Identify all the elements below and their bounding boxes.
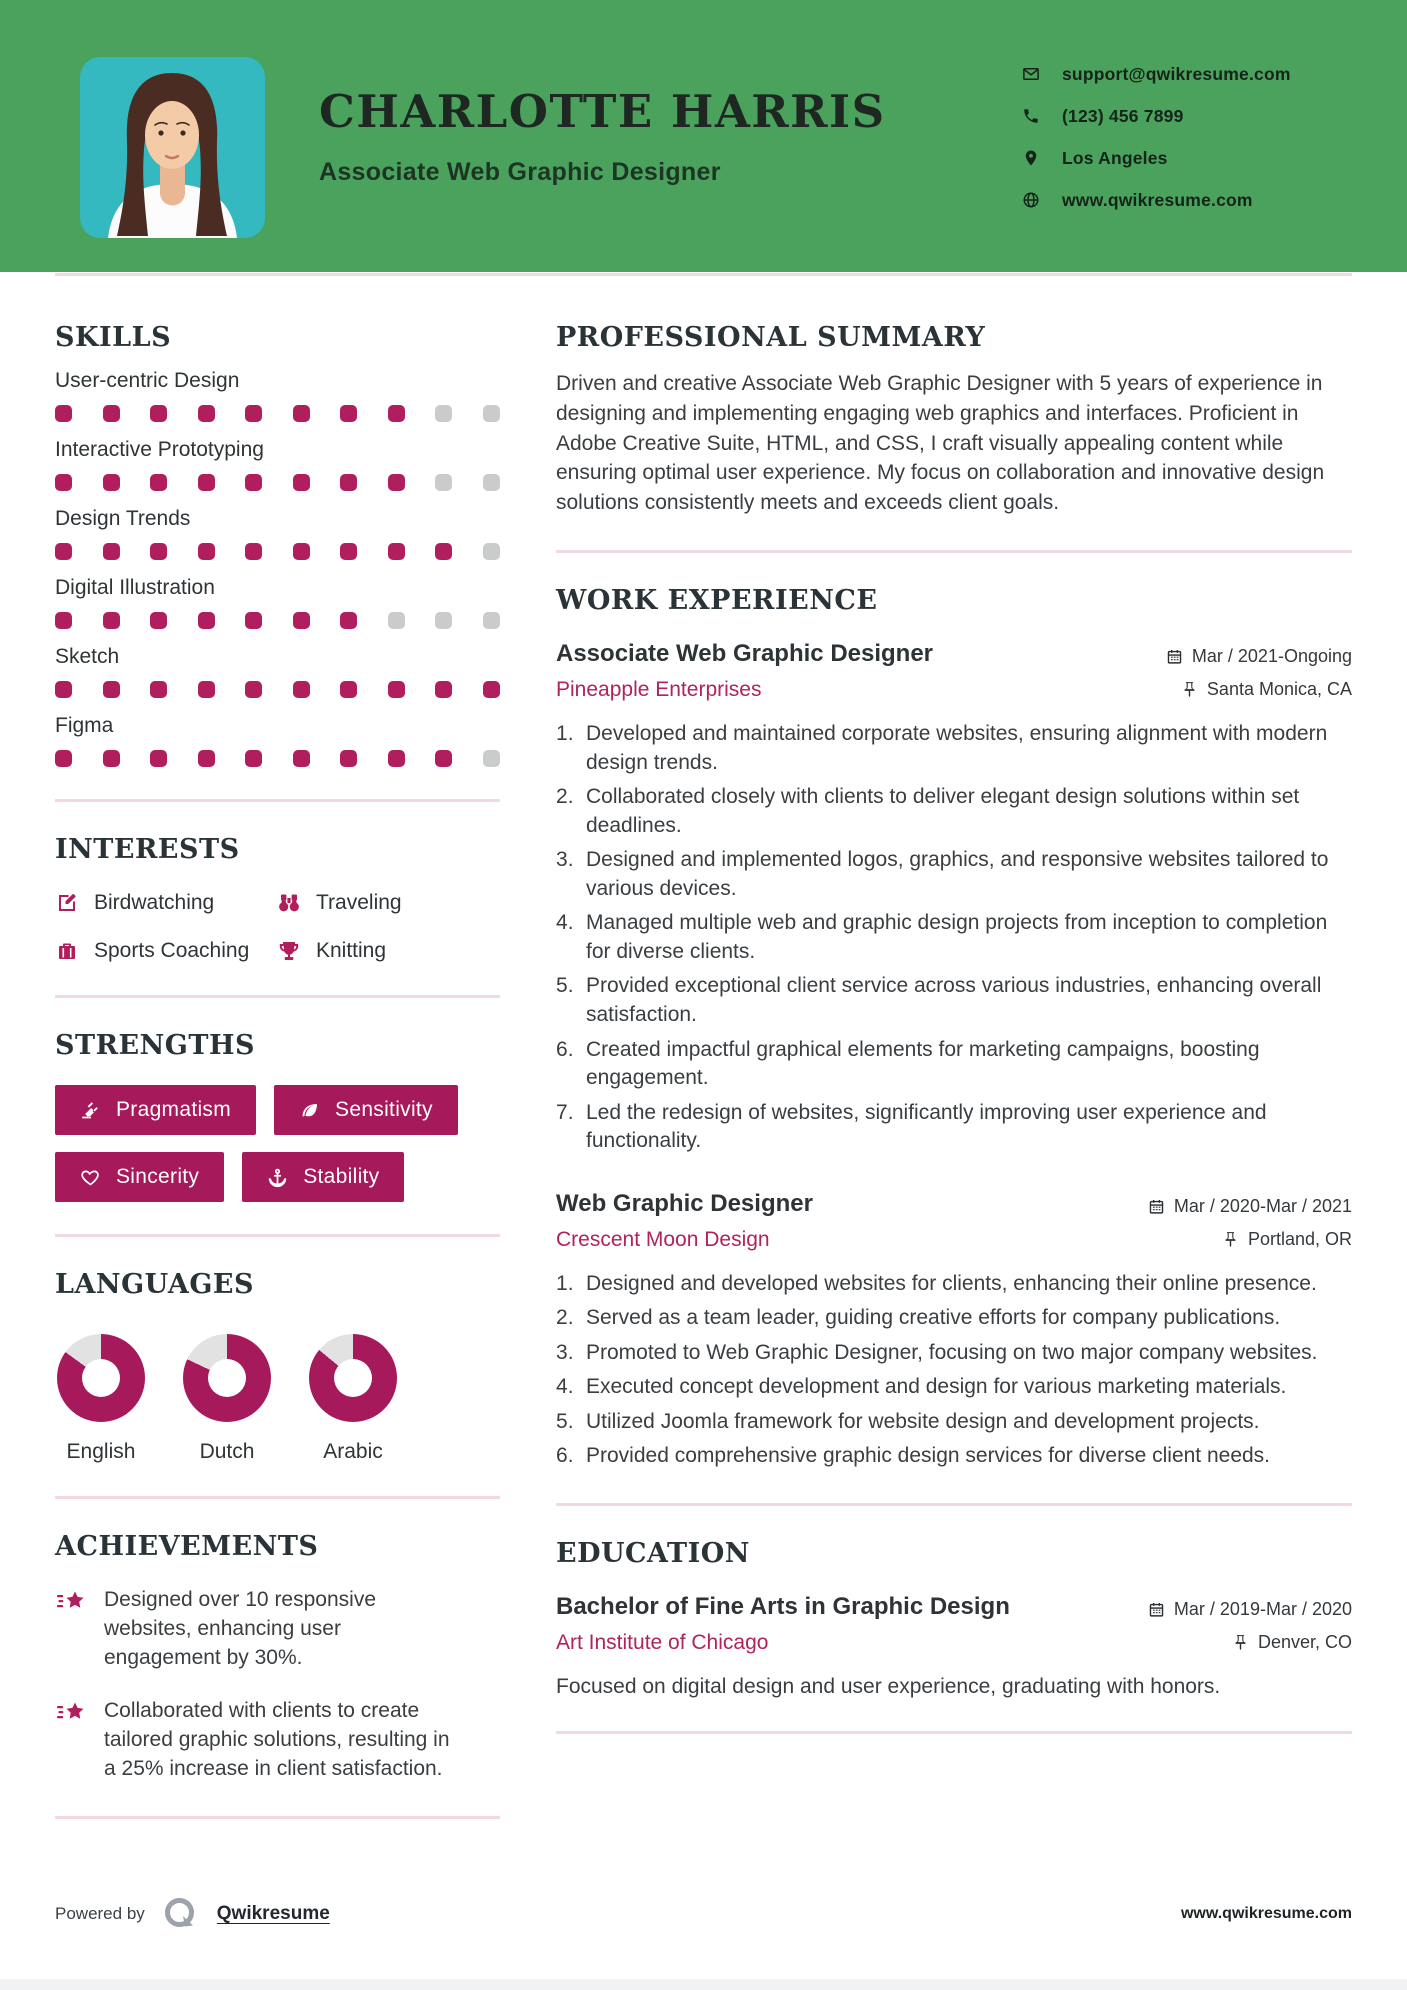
language-item [307, 1334, 399, 1464]
skill-label: Sketch [55, 645, 120, 668]
skill-item [55, 438, 500, 491]
skill-label: Figma [55, 714, 114, 737]
strength-badge [242, 1152, 404, 1202]
skill-dot-filled [483, 681, 500, 698]
skill-dot-filled [293, 612, 310, 629]
page-footer [55, 1894, 1352, 1934]
strengths-badges [55, 1085, 500, 1202]
interest-label: Knitting [316, 939, 387, 962]
leaf-icon [299, 1100, 320, 1121]
job-location-text: Portland, OR [1247, 1228, 1352, 1249]
section-divider [55, 995, 500, 998]
interest-item [277, 939, 500, 963]
language-label: Dutch [199, 1440, 255, 1463]
job-dates [1166, 640, 1352, 673]
strength-label: Stability [303, 1165, 380, 1188]
job-dates-text: Mar / 2020-Mar / 2021 [1173, 1195, 1352, 1216]
education-description: Focused on digital design and user experience, graduating with honors. [556, 1675, 1221, 1698]
section-divider [55, 799, 500, 802]
skill-dot-filled [340, 543, 357, 560]
language-donut-chart [57, 1334, 145, 1422]
skill-dot-filled [103, 474, 120, 491]
skill-dot-filled [340, 405, 357, 422]
skill-dot-filled [103, 681, 120, 698]
language-label: Arabic [323, 1440, 383, 1463]
skill-dot-filled [435, 543, 452, 560]
job-bullet: Served as a team leader, guiding creative efforts for company publications. [586, 1306, 1281, 1330]
skill-dot-filled [388, 474, 405, 491]
skill-dot-filled [388, 681, 405, 698]
language-label: English [66, 1440, 136, 1463]
achievement-item [55, 1697, 500, 1784]
skill-dot-filled [150, 612, 167, 629]
education-location: Denver, CO [1148, 1626, 1352, 1659]
job-location [1166, 673, 1352, 706]
skill-dot-filled [198, 750, 215, 767]
interest-label: Birdwatching [94, 891, 215, 914]
job-dates-text: Mar / 2021-Ongoing [1191, 646, 1352, 667]
page-bottom-strip [0, 1979, 1407, 1990]
shooting-star-icon [55, 1699, 87, 1729]
education-entry-left [556, 1593, 1010, 1655]
section-divider [556, 1503, 1352, 1506]
skill-dot-filled [293, 405, 310, 422]
skill-dot-filled [245, 474, 262, 491]
skill-item [55, 369, 500, 422]
job-location-text: Santa Monica, CA [1206, 679, 1352, 700]
achievement-text: Collaborated with clients to create tailored graphic solutions, resulting in a 25% increase in client satisfaction. [104, 1698, 450, 1780]
strengths-heading: STRENGTHS [55, 1030, 255, 1061]
summary-heading: PROFESSIONAL SUMMARY [556, 322, 986, 353]
strength-badge [55, 1152, 224, 1202]
contact-row [1022, 95, 1352, 137]
job-entry [556, 640, 1352, 1156]
skill-dot-filled [198, 543, 215, 560]
job-bullet: Developed and maintained corporate websites, ensuring alignment with modern design trends. [586, 722, 1328, 774]
skill-dot-empty [483, 612, 500, 629]
contact-row [1022, 137, 1352, 179]
job-bullet: Collaborated closely with clients to deliver elegant design solutions within set deadlines. [586, 785, 1300, 837]
skill-dot-filled [388, 405, 405, 422]
skill-dot-filled [245, 612, 262, 629]
achievement-text: Designed over 10 responsive websites, enhancing user engagement by 30%. [104, 1588, 376, 1669]
job-dates [1148, 1190, 1352, 1223]
envelope-icon [1022, 65, 1040, 83]
skill-dot-filled [340, 474, 357, 491]
strength-badge [274, 1085, 458, 1135]
gavel-icon [80, 1100, 101, 1121]
skill-dot-filled [340, 612, 357, 629]
skill-item [55, 645, 500, 698]
interest-label: Traveling [316, 891, 402, 914]
jobs-list [556, 640, 1352, 1471]
skill-dot-filled [150, 543, 167, 560]
summary-text: Driven and creative Associate Web Graphic Designer with 5 years of experience in designing and implementing engaging web graphics and interfaces. Proficient in Adobe Creative Suite, HTML, and CSS, I craft visually appealing content while ensuring optimal user experience. My focus on collaboration and innovative design solutions consistently meets and exceeds client goals. [556, 372, 1325, 515]
skill-level-dots [55, 681, 500, 698]
job-bullet: Designed and developed websites for clients, enhancing their online presence. [586, 1271, 1317, 1295]
skills-heading: SKILLS [55, 322, 172, 353]
page-title: CHARLOTTE HARRIS [319, 85, 886, 138]
skill-dot-filled [103, 543, 120, 560]
language-item [181, 1334, 273, 1464]
job-bullet: Managed multiple web and graphic design projects from inception to completion for diverse clients. [586, 911, 1328, 963]
pin-icon [1022, 149, 1040, 167]
skill-dot-filled [388, 750, 405, 767]
skill-dot-filled [198, 405, 215, 422]
skill-dot-filled [55, 681, 72, 698]
skill-label: Design Trends [55, 507, 191, 530]
pushpin-icon [1222, 1231, 1239, 1248]
skill-dot-filled [245, 750, 262, 767]
skill-dot-empty [483, 543, 500, 560]
skill-dot-filled [435, 750, 452, 767]
interests-heading: INTERESTS [55, 834, 240, 865]
skill-dot-filled [293, 750, 310, 767]
phone-icon [1022, 107, 1040, 125]
skill-dot-filled [150, 405, 167, 422]
skill-dot-filled [340, 750, 357, 767]
skills-list [55, 369, 500, 767]
language-donut-chart [309, 1334, 397, 1422]
skill-dot-filled [150, 750, 167, 767]
left-column [55, 276, 500, 1851]
job-header [556, 640, 1352, 706]
pushpin-icon [1232, 1634, 1249, 1651]
skill-dot-filled [435, 681, 452, 698]
pushpin-icon [1181, 681, 1198, 698]
skill-dot-empty [388, 612, 405, 629]
skill-dot-filled [55, 474, 72, 491]
job-header-left [556, 640, 933, 702]
job-bullet: Promoted to Web Graphic Designer, focusing on two major company websites. [586, 1340, 1318, 1364]
qwikresume-logo-icon [161, 1894, 201, 1934]
skill-dot-filled [55, 405, 72, 422]
skill-dot-filled [198, 474, 215, 491]
identity-block [319, 85, 886, 187]
job-location [1148, 1223, 1352, 1256]
heart-icon [80, 1167, 101, 1188]
skill-label: Interactive Prototyping [55, 438, 264, 461]
skill-dot-empty [483, 474, 500, 491]
section-divider [55, 1234, 500, 1237]
achievement-item [55, 1586, 500, 1673]
skill-dot-filled [293, 474, 310, 491]
section-divider [556, 1731, 1352, 1734]
skill-dot-filled [340, 681, 357, 698]
skill-dot-filled [245, 405, 262, 422]
profile-photo [80, 57, 265, 238]
skill-dot-empty [435, 474, 452, 491]
job-header-left [556, 1190, 813, 1252]
trophy-icon [277, 939, 301, 963]
calendar-icon [1148, 1601, 1165, 1618]
strength-label: Sincerity [116, 1165, 200, 1188]
strength-label: Sensitivity [335, 1098, 433, 1121]
job-bullets [556, 720, 1352, 1156]
contact-row [1022, 53, 1352, 95]
skill-dot-filled [55, 543, 72, 560]
job-bullet: Executed concept development and design for various marketing materials. [586, 1375, 1287, 1399]
interests-grid [55, 891, 500, 963]
contact-text[interactable]: support@qwikresume.com [1062, 63, 1291, 84]
skill-item [55, 714, 500, 767]
globe-icon [1022, 191, 1040, 209]
skill-level-dots [55, 474, 500, 491]
strength-label: Pragmatism [116, 1098, 232, 1121]
achievements-heading: ACHIEVEMENTS [55, 1531, 319, 1562]
achievements-list [55, 1586, 500, 1784]
footer-website: www.qwikresume.com [1180, 1905, 1352, 1922]
interest-item [55, 891, 277, 915]
skill-level-dots [55, 405, 500, 422]
job-title-subtitle: Associate Web Graphic Designer [319, 158, 721, 186]
company-name: Crescent Moon Design [556, 1227, 770, 1251]
skill-item [55, 507, 500, 560]
job-bullet: Utilized Joomla framework for website design and development projects. [586, 1409, 1260, 1433]
calendar-icon [1166, 648, 1183, 665]
edit-pencil-icon [55, 891, 79, 915]
skill-dot-filled [103, 612, 120, 629]
section-divider [556, 550, 1352, 553]
company-name: Pineapple Enterprises [556, 678, 762, 702]
skill-dot-filled [103, 405, 120, 422]
interest-item [277, 891, 500, 915]
shooting-star-icon [55, 1588, 87, 1618]
job-title: Web Graphic Designer [556, 1189, 813, 1217]
skill-dot-filled [198, 681, 215, 698]
job-entry [556, 1190, 1352, 1471]
skill-dot-filled [198, 612, 215, 629]
binoculars-icon [277, 891, 301, 915]
interest-label: Sports Coaching [94, 939, 250, 962]
language-item [55, 1334, 147, 1464]
education-meta [1148, 1593, 1352, 1659]
job-bullet: Led the redesign of websites, significantly improving user experience and functionality. [586, 1100, 1267, 1153]
job-header [556, 1190, 1352, 1256]
language-donut-chart [183, 1334, 271, 1422]
skill-level-dots [55, 543, 500, 560]
job-bullet: Provided comprehensive graphic design services for diverse client needs. [586, 1444, 1271, 1468]
skill-dot-filled [55, 612, 72, 629]
skill-dot-filled [388, 543, 405, 560]
contact-text: Los Angeles [1062, 147, 1168, 168]
briefcase-icon [55, 939, 79, 963]
interest-item [55, 939, 277, 963]
skill-dot-filled [150, 681, 167, 698]
degree-title: Bachelor of Fine Arts in Graphic Design [556, 1593, 1010, 1620]
contact-list [1022, 53, 1352, 221]
powered-by-label: Powered by [55, 1904, 145, 1923]
skill-level-dots [55, 612, 500, 629]
languages-row [55, 1334, 500, 1464]
education-dates: Mar / 2019-Mar / 2020 [1148, 1593, 1352, 1626]
work-experience-heading: WORK EXPERIENCE [556, 585, 878, 617]
job-meta [1148, 1190, 1352, 1256]
job-bullet: Provided exceptional client service across various industries, enhancing overall satisfaction. [586, 974, 1322, 1026]
job-meta [1166, 640, 1352, 706]
calendar-icon [1148, 1198, 1165, 1215]
powered-by-block [55, 1894, 330, 1934]
header-band [0, 0, 1407, 272]
skill-dot-empty [483, 750, 500, 767]
profile-photo-illustration [80, 57, 265, 238]
skill-label: Digital Illustration [55, 576, 215, 599]
skill-dot-filled [150, 474, 167, 491]
skill-dot-filled [103, 750, 120, 767]
languages-heading: LANGUAGES [55, 1269, 254, 1300]
skill-label: User-centric Design [55, 369, 240, 392]
education-entry [556, 1593, 1352, 1699]
skill-dot-filled [245, 543, 262, 560]
content-columns [0, 276, 1407, 1851]
section-divider [55, 1816, 500, 1819]
skill-dot-filled [55, 750, 72, 767]
contact-text: (123) 456 7899 [1062, 105, 1184, 126]
job-bullet: Designed and implemented logos, graphics, and responsive websites tailored to various devices. [586, 848, 1329, 900]
contact-text[interactable]: www.qwikresume.com [1062, 189, 1253, 210]
skill-item [55, 576, 500, 629]
section-divider [55, 1496, 500, 1499]
anchor-icon [267, 1167, 288, 1188]
right-column [556, 276, 1352, 1851]
job-title: Associate Web Graphic Designer [556, 640, 934, 668]
education-heading: EDUCATION [556, 1538, 750, 1569]
skill-dot-filled [245, 681, 262, 698]
strength-badge [55, 1085, 256, 1135]
skill-dot-empty [483, 405, 500, 422]
skill-dot-filled [293, 681, 310, 698]
job-bullets [556, 1270, 1352, 1471]
skill-level-dots [55, 750, 500, 767]
skill-dot-empty [435, 405, 452, 422]
job-bullet: Created impactful graphical elements for marketing campaigns, boosting engagement. [586, 1037, 1260, 1090]
qwikresume-link[interactable]: Qwikresume [216, 1903, 330, 1924]
school-name: Art Institute of Chicago [556, 1631, 769, 1654]
contact-row [1022, 179, 1352, 221]
skill-dot-empty [435, 612, 452, 629]
skill-dot-filled [293, 543, 310, 560]
